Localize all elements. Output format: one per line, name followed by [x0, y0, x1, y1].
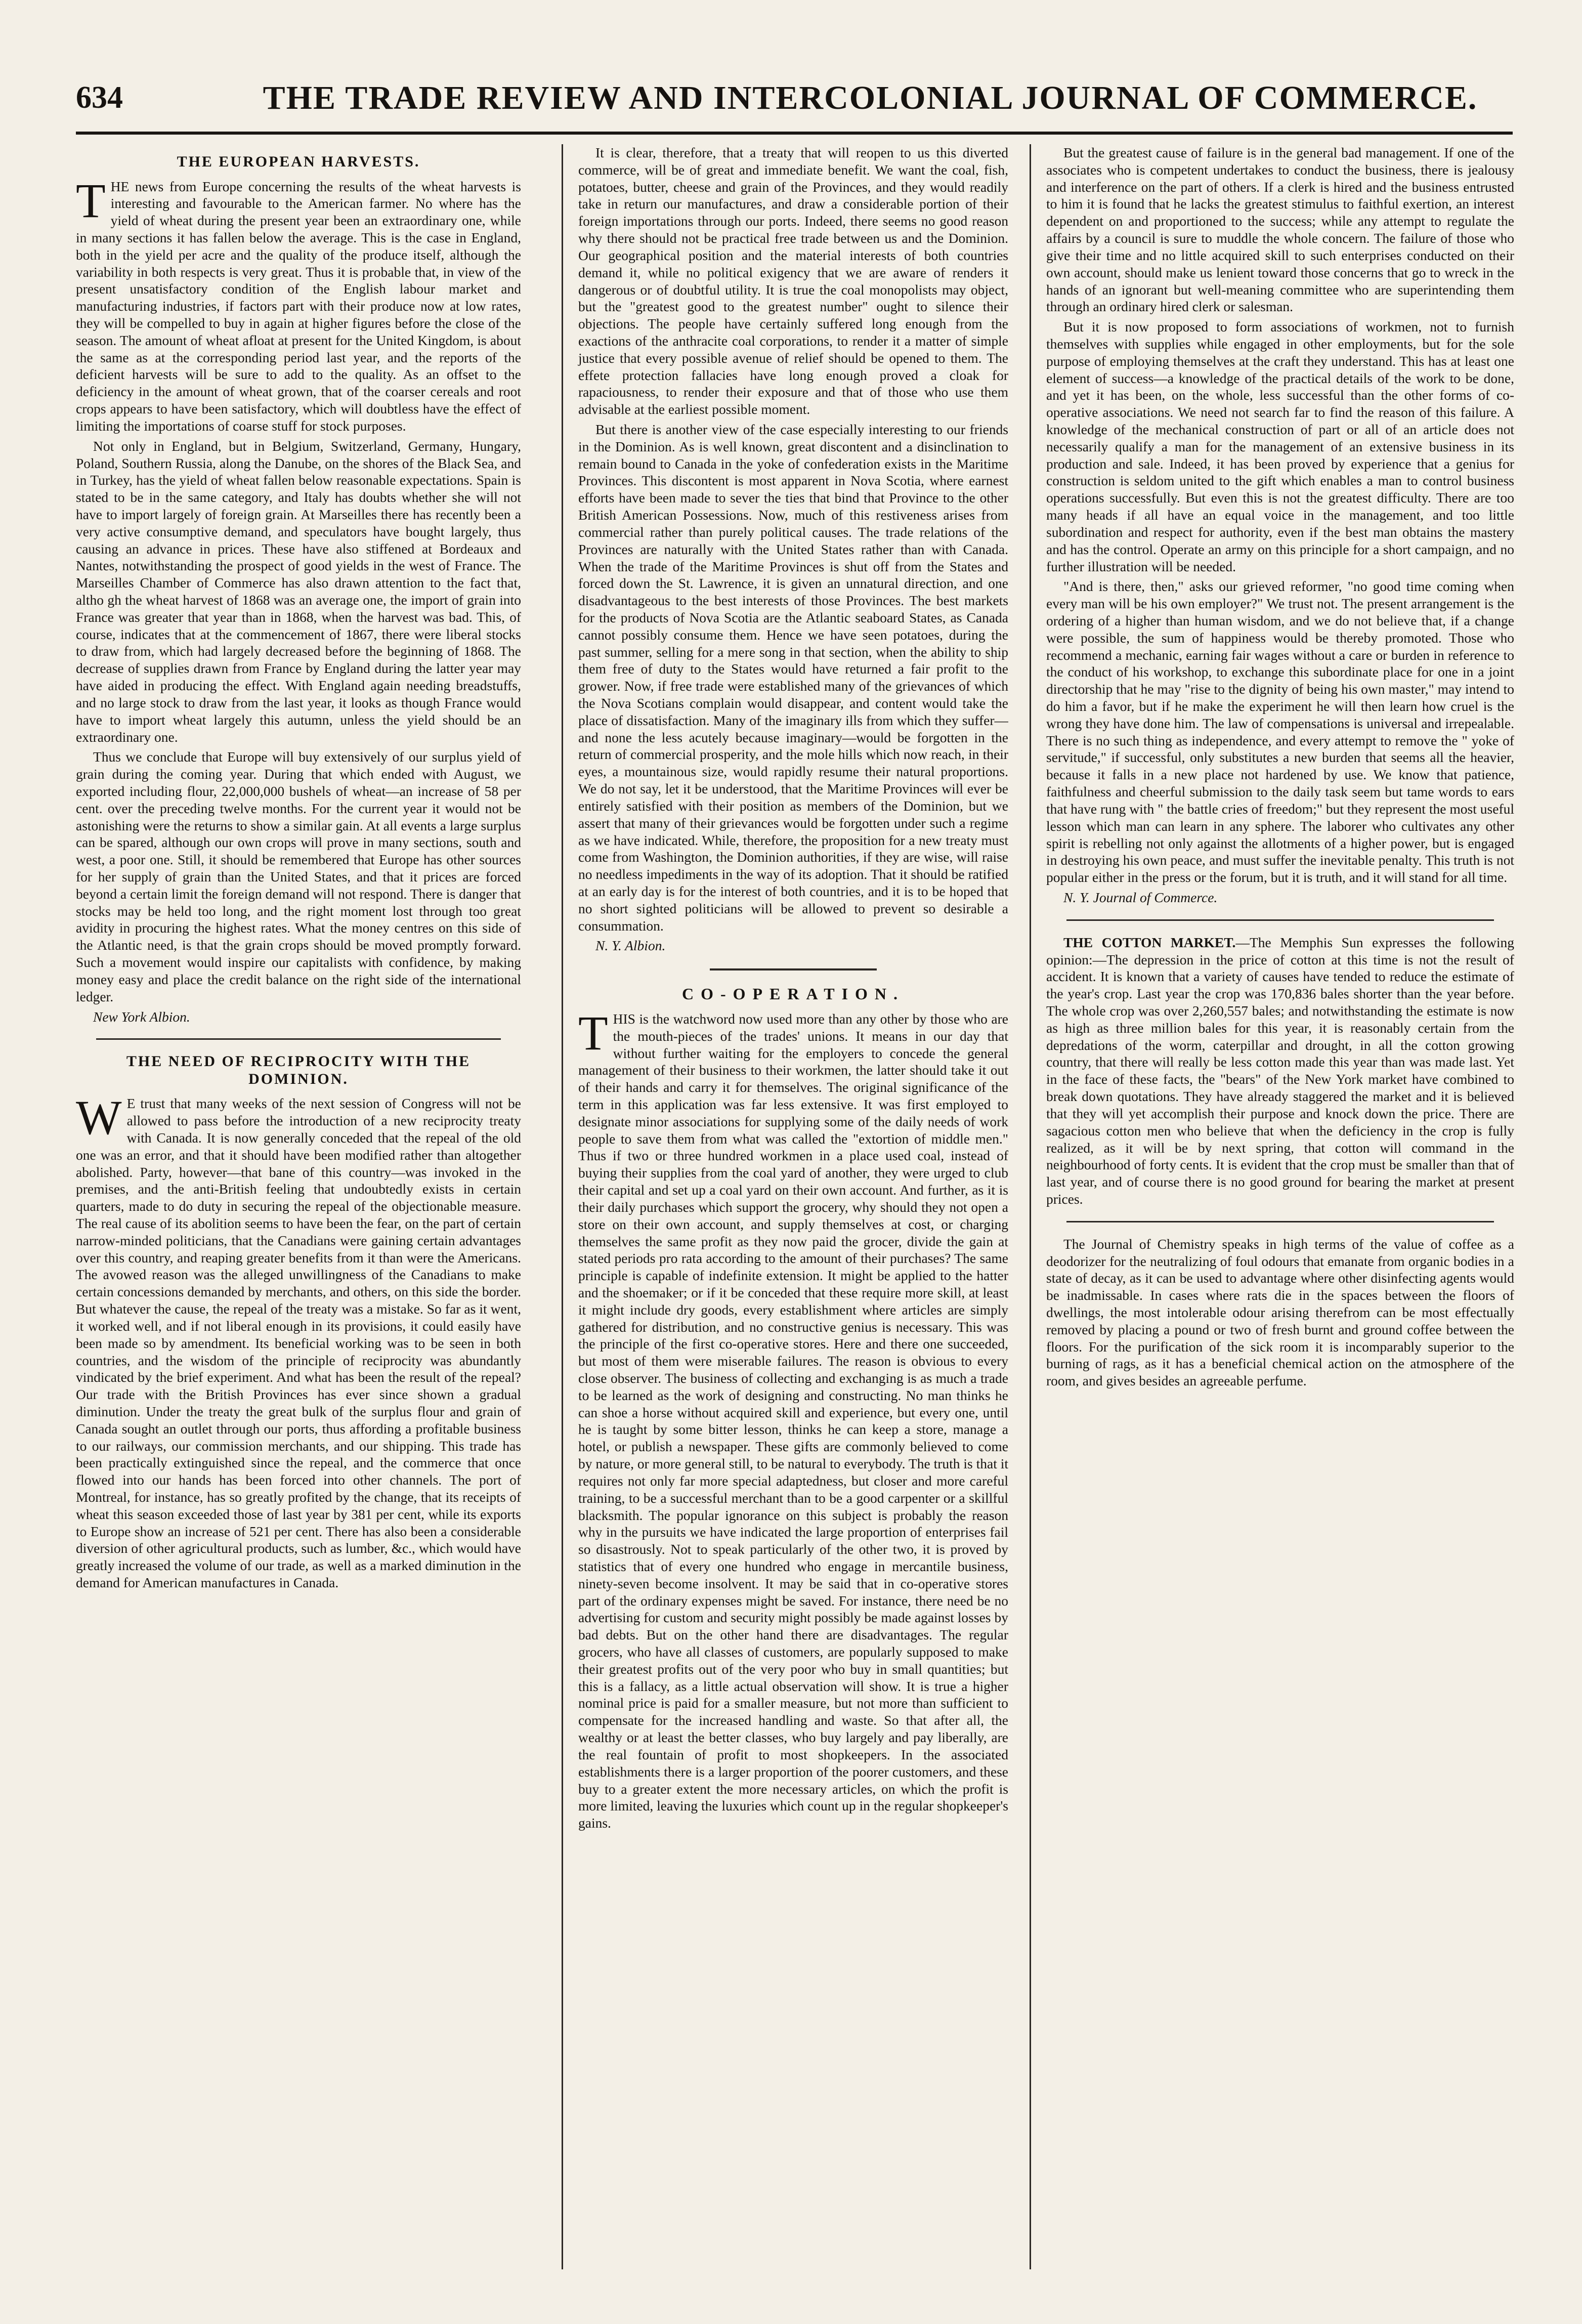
divider	[710, 968, 877, 970]
paragraph: THIS is the watchword now used more than any other by those who are the mouth-pieces of the trades' unions. It means in our day that without further waiting for the employers to concede the general management of their business to their workmen, the latter should take it out of their hands and carry it for themselves. The original significance of the term in this application was far less extensive. It was first employed to designate minor associations for supplying some of the daily needs of work people to save them from what was called the "extortion of middle men." Thus if two or three hundred workmen in a place used coal, instead of buying their supplies from the coal yard of another, they were urged to club their capital and set up a coal yard on their own account. And further, as it is their daily purchases which support the grocery, why should they not open a store on their own account, and supply themselves at cost, or charging themselves the same profit as they now paid the grocer, divide the gain at stated periods pro rata according to the amount of their purchases? The same principle is capable of indefinite extension. It might be applied to the hatter and the shoemaker; or if it be conceded that these require more skill, at least it might include dry goods, every establishment where articles are simply gathered for distribution, and no constructive genius is necessary. This was the principle of the first co-operative stores. Here and there one succeeded, but most of them were miserable failures. The reason is obvious to every close observer. The business of collecting and exchanging is as much a trade to be learned as the work of designing and constructing. No man thinks he can shoe a horse without acquired skill and experience, but every one, until he is taught by some bitter lesson, thinks he can keep a store, manage a hotel, or publish a newspaper. These gifts are commonly believed to come by nature, or more general still, to be natural to everybody. The truth is that it requires not only far more special adaptedness, but closer and more careful training, to be a successful merchant than to be a good carpenter or a skillful blacksmith. The popular ignorance on this subject is probably the reason why in the pursuits we have indicated the large proportion of enterprises fail so disastrously. Not to speak particularly of the other two, it is proved by statistics that of every one hundred who engage in mercantile business, ninety-seven become insolvent. It may be said that in co-operative stores part of the ordinary expenses might be saved. For instance, there need be no advertising for custom and security might possibly be made against losses by bad debts. But on the other hand there are disadvantages. The regular grocers, who have all classes of customers, are popularly supposed to make their greatest profits out of the very poor who buy in small quantities; but this is a fallacy, as a little actual observation will show. It is true a higher nominal price is paid for a smaller measure, but not more than sufficient to compensate for the increased handling and waste. So that after all, the wealthy or at least the better classes, who buy largely and pay liberally, are the real fountain of profit to most shopkeepers. In the associated establishments there is a larger proportion of the poorer customers, and these buy to a greater extent the more necessary articles, on which the profit is more limited, leaving the luxuries which count up in the regular shopkeeper's gains.	[578, 1005, 1008, 1831]
article-title-reciprocity: THE NEED OF RECIPROCITY WITH THE DOMINION.	[126, 1053, 471, 1087]
column-1	[76, 144, 521, 2269]
paragraph: Thus we conclude that Europe will buy extensively of our surplus yield of grain during the coming year. During that which ended with August, we exported including flour, 22,000,000 bushels of wheat—an increase of 58 per cent. over the preceding twelve months. For the current year it would not be astonishing were the returns to show a similar gain. At all events a large surplus can be spared, although our own crops will prove in many sections, south and west, a poor one. Still, it should be remembered that Europe has other sources for her supply of grain than the United States, and that it prices are forced beyond a certain limit the foreign demand will not respond. There is danger that stocks may be held too long, and the right moment lost through too great avidity in procuring the highest rates. What the money centres on this side of the Atlantic need, is that the grain crops should be moved promptly forward. Such a movement would inspire our capitalists with confidence, by making money easy and place the credit balance on the right side of the international ledger.	[76, 749, 521, 1004]
paragraph: WE trust that many weeks of the next session of Congress will not be allowed to pass before the introduction of a new reciprocity treaty with Canada. It is now generally conceded that the repeal of the old one was an error, and that it should have been modified rather than altogether abolished. Party, however—that bane of this country—was invoked in the premises, and the anti-British feeling that undoubtedly exists in certain quarters, made to do duty in securing the repeal of the objectionable measure. The real cause of its abolition seems to have been the fear, on the part of certain narrow-minded politicians, that the Canadians were gaining certain advantages over this country, and reaping greater benefits from it than were the Americans. The avowed reason was the alleged unwillingness of the Canadians to make certain concessions demanded by merchants, and others, on this side the border. But whatever the cause, the repeal of the treaty was a mistake. So far as it went, it worked well, and if not liberal enough in its provisions, it could easily have been made so by amendment. Its beneficial working was to be seen in both countries, and the wisdom of the principle of reciprocity was abundantly vindicated by the brief experiment. And what has been the result of the repeal? Our trade with the British Provinces has ever since shown a gradual diminution. Under the treaty the great bulk of the surplus flour and grain of Canada sought an outlet through our ports, thus affording a profitable business to our railways, our commission merchants, and our shipping. This trade has been practically extinguished since the repeal, and the commerce that once flowed into our hands has been forced into other channels. The port of Montreal, for instance, has so greatly profited by the change, that its receipts of wheat this season exceeded those of last year by 381 per cent, while its exports to Europe show an increase of 521 per cent. There has also been a considerable diversion of other agricultural products, such as lumber, &c., which would have greatly increased the volume of our trade, as well as a marked diminution in the demand for American manufactures in Canada.	[76, 1090, 521, 1591]
paragraph: THE news from Europe concerning the results of the wheat harvests is interesting and favourable to the American farmer. No where has the yield of wheat during the present year been an extraordinary one, while in many sections it has fallen below the average. This is the case in England, both in the yield per acre and the quality of the produce itself, although the variability in both respects is very great. Thus it is probable that, in view of the present unsatisfactory condition of the English labour market and manufacturing industries, if factors part with their produce now at low rates, they will be compelled to buy in again at higher figures before the close of the season. The amount of wheat afloat at present for the United Kingdom, is about the same as at the corresponding period last year, and the reports of the deficient harvests will be sure to add to the quality. As an offset to the deficiency in the amount of wheat grown, that of the coarser cereals and root crops appears to have been satisfactory, which will doubtless have the effect of limiting the importations of coarse stuff for stock purposes.	[76, 173, 521, 434]
divider	[1066, 919, 1494, 921]
divider	[96, 1038, 501, 1040]
divider	[1066, 1221, 1494, 1222]
article-title-cooperation: CO-OPERATION.	[681, 985, 905, 1003]
paragraph: But it is now proposed to form associations of workmen, not to furnish themselves with supplies while engaged in other employments, but for the sole purpose of employing themselves at the craft they understand. This has at least one element of success—a knowledge of the practical details of the work to be done, and yet it has been, on the whole, less successful than the other forms of co-operative associations. We need not search far to find the reason of this failure. A knowledge of the mechanical construction of part or all of an article does not necessarily qualify a man for the management of an extensive business in its production and sale. Indeed, it has been proved by experience that a genius for construction is seldom united to the gift which enables a man to control business operations successfully. But even this is not the greatest difficulty. There are too many heads if all have an equal voice in the management, and too little subordination and respect for authority, even if the best man obtains the mastery and has the control. Operate an army on this principle for a short campaign, and no further illustration will be needed.	[1046, 319, 1514, 574]
source-credit: N. Y. Albion.	[595, 938, 666, 954]
source-credit: N. Y. Journal of Commerce.	[1063, 889, 1218, 905]
cotton-market-body: —The Memphis Sun expresses the following opinion:—The depression in the price of cotton at this time is not the result of accident. It is known that a variety of causes have tended to reduce the estimate of the year's crop. Last year the crop was 170,836 bales shorter than the year before. The whole crop was over 2,260,557 bales; and notwithstanding the estimate is now as high as three million bales for this year, it is reasonably certain from the depredations of the worm, caterpillar and drought, in all the cotton growing country, that there will really be less cotton made this year than was made last. Yet in the face of these facts, the "bears" of the New York market have combined to break down quotations. They have already staggered the market and it is believed that they will yet accomplish their purpose and knock down the price. There are sagacious cotton men who believe that when the deficiency in the crop is fully realized, as it will be by next spring, that cotton will command in the neighbourhood of forty cents. It is evident that the crop must be smaller than that of last year, and of course there is no good ground for bearing the market at present prices.	[1046, 934, 1514, 1207]
column-3	[1030, 144, 1514, 2269]
running-title: THE TRADE REVIEW AND INTERCOLONIAL JOURNAL OF COMMERCE.	[263, 79, 1478, 116]
cotton-market-paragraph	[1046, 934, 1514, 1208]
source-credit: New York Albion.	[93, 1008, 190, 1025]
paragraph: But the greatest cause of failure is in the general bad management. If one of the associates who is competent undertakes to conduct the business, there is jealousy and interference on the part of others. If a clerk is hired and the business entrusted to him it is found that he lacks the greatest stimulus to faithful exertion, an interest dependent on and proportioned to the success; while any attempt to regulate the affairs by a council is sure to muddle the whole concern. The failure of those who give their time and no little acquired skill to such enterprises conducted on their own account, should make us lenient toward those concerns that go to wreck in the hands of an ignorant but well-meaning committee who are superintending them through an ordinary hired clerk or salesman.	[1046, 145, 1514, 315]
page-number: 634	[76, 80, 123, 115]
paragraph: "And is there, then," asks our grieved reformer, "no good time coming when every man will be his own employer?" We trust not. The present arrangement is the ordering of a higher than human wisdom, and we do not believe that, if a change were possible, the sum of happiness would be thereby promoted. Those who recommend a mechanic, earning fair wages without a care or burden in reference to the conduct of his workshop, to exchange this subordinate place for one in a joint directorship that he may "rise to the dignity of being his own master," may intend to do him a favor, but if he make the experiment he will then learn how cruel is the wrong they have done him. The law of compensations is universal and irrepealable. There is no such thing as independence, and every attempt to remove the " yoke of servitude," if successful, only substitutes a new burden that seems all the heavier, because it falls in a new place not hardened by use. We know that patience, faithfulness and cheerful submission to the daily task seem but tame words to ears that have rung with " the battle cries of freedom;" but they represent the most useful lesson which man can learn in any sphere. The laborer who cultivates any other spirit is rebelling not only against the allotments of a higher power, but is engaged in destroying his own peace, and must suffer the inevitable penalty. This truth is not popular either in the press or the forum, but it is truth, and it will stand for all time.	[1046, 578, 1514, 885]
paragraph: It is clear, therefore, that a treaty that will reopen to us this diverted commerce, will be of great and immediate benefit. We want the coal, fish, potatoes, butter, cheese and grain of the Provinces, and they would readily take in return our manufactures, and draw a considerable portion of their foreign importations through our ports. Indeed, there seems no good reason why there should not be practical free trade between us and the Dominion. Our geographical position and the material interests of both countries demand it, while no political exigency that we are aware of renders it dangerous or of doubtful utility. It is true the coal monopolists may object, but the "greatest good to the greatest number" ought to silence their objections. The people have certainly suffered long enough from the exactions of the anthracite coal corporations, to render it a matter of simple justice that every possible avenue of relief should be opened to them. The effete protection fallacies have long enough proved a cloak for rapaciousness, to render their exposure and that of those who use them advisable at the earliest possible moment.	[578, 145, 1008, 417]
paragraph: But there is another view of the case especially interesting to our friends in the Dominion. As is well known, great discontent and a disinclination to remain bound to Canada in the yoke of confederation exists in the Maritime Provinces. This discontent is most apparent in Nova Scotia, where earnest efforts have been made to sever the ties that bind that Province to the other British American Possessions. Now, much of this restiveness arises from commercial rather than purely political causes. The trade relations of the Provinces are naturally with the United States rather than with Canada. When the trade of the Maritime Provinces is shut off from the States and forced down the St. Lawrence, it is given an unnatural direction, and one disadvantageous to the best interests of those Provinces. The best markets for the products of Nova Scotia are the Atlantic seaboard States, as Canada cannot possibly consume them. Hence we have seen potatoes, during the past summer, selling for a mere song in that section, when the ability to ship them free of duty to the States would have returned a fair profit to the grower. Now, if free trade were established many of the grievances of which the Nova Scotians complain would disappear, and content would take the place of dissatisfaction. Many of the imaginary ills from which they suffer—and none the less acutely because imaginary—would be forgotten in the return of commercial prosperity, and the mole hills which now reach, in their eyes, a mountainous size, would rapidly resume their natural proportions. We do not say, let it be understood, that the Maritime Provinces will ever be entirely satisfied with their position as members of the Dominion, but we assert that many of their grievances would be forgotten under such a regime as we have indicated. While, therefore, the proposition for a new treaty must come from Washington, the Dominion authorities, if they are wise, will raise no needless impediments in the way of its adoption. That it should be ratified at an early day is for the interest of both countries, and it is to be hoped that no short sighted politicians will be allowed to prevent so desirable a consummation.	[578, 421, 1008, 934]
article-title-european-harvests: THE EUROPEAN HARVESTS.	[177, 153, 420, 170]
paragraph: The Journal of Chemistry speaks in high terms of the value of coffee as a deodorizer for the neutralizing of foul odours that emanate from organic bodies in a state of decay, as it can be used to advantage where other disinfecting agents would be inadmissable. In cases where rats die in the spaces between the floors of dwellings, the most intolerable odour arising therefrom can be most effectually removed by placing a pound or two of fresh burnt and ground coffee between the floors. For the purification of the sick room it is incomparably superior to the burning of rags, as it has a beneficial chemical action on the atmosphere of the room, and gives besides an agreeable perfume.	[1046, 1236, 1514, 1389]
column-2	[562, 144, 1008, 2269]
cotton-market-lead: THE COTTON MARKET.	[1063, 934, 1236, 950]
paragraph: Not only in England, but in Belgium, Switzerland, Germany, Hungary, Poland, Southern Russia, along the Danube, on the shores of the Black Sea, and in Turkey, has the yield of wheat fallen below reasonable expectations. Spain is stated to be in the same category, and Italy has doubts whether she will not have to import largely of foreign grain. At Marseilles there has recently been a very active consumptive demand, and speculators have bought largely, thus causing an advance in prices. These have also stiffened at Bordeaux and Nantes, notwithstanding the prospect of good yields in the west of France. The Marseilles Chamber of Commerce has also drawn attention to the fact that, altho gh the wheat harvest of 1868 was an average one, the import of grain into France was greater that year than in 1868, when the harvest was bad. This, of course, indicates that at the commencement of 1867, there were liberal stocks to draw from, which had largely decreased before the beginning of 1868. The decrease of supplies drawn from France by England during the latter year may have aided in producing the effect. With England again needing breadstuffs, and no large stock to draw from the last year, it looks as though France would have to import wheat largely this autumn, unless the yield should be an extraordinary one.	[76, 438, 521, 745]
page-header	[76, 76, 1513, 135]
